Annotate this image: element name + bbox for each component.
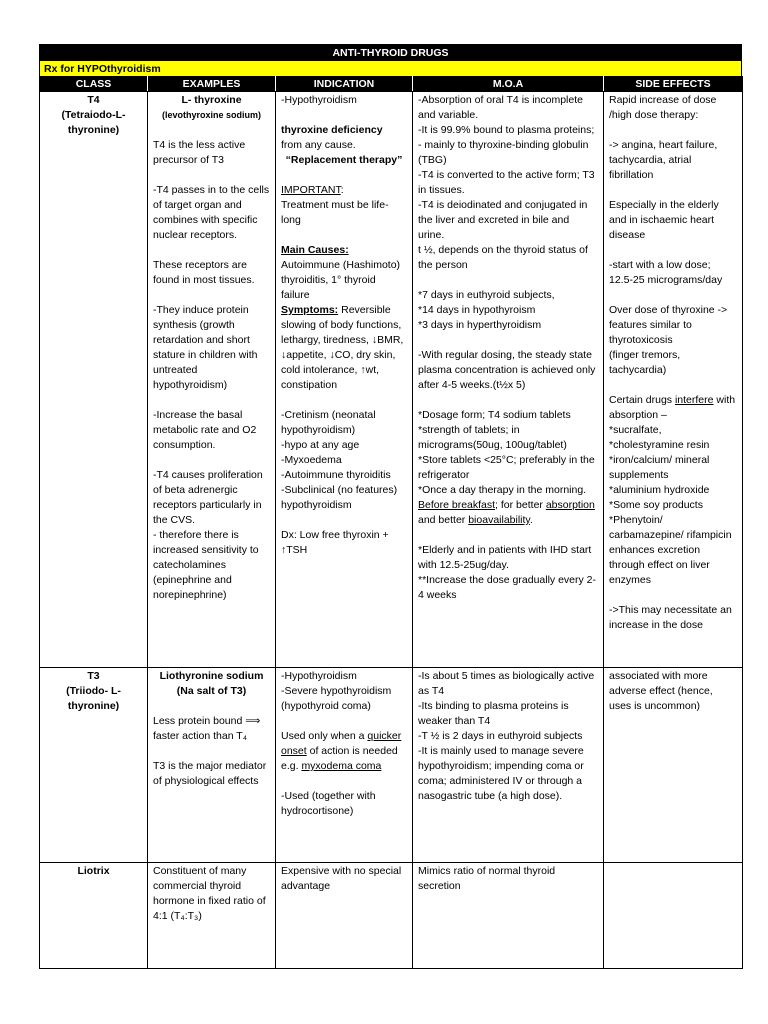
indication-bold: thyroxine deficiency xyxy=(281,124,383,136)
moa-text: t ½, depends on the thyroid status of the person xyxy=(418,244,588,271)
col-header-examples: EXAMPLES xyxy=(148,77,276,92)
table-row-t4 xyxy=(40,92,743,668)
main-causes-text: Autoimmune (Hashimoto) thyroiditis, 1° thyroid failure xyxy=(281,259,401,301)
example-note: T4 is the less active precursor of T3 xyxy=(153,139,246,166)
side-effect-text: (finger tremors, tachycardia) xyxy=(609,349,681,376)
side-effects-cell-liotrix xyxy=(604,863,743,969)
indication-underlined: quicker onset xyxy=(281,730,402,757)
drug-name: Liothyronine sodium (Na salt of T3) xyxy=(159,670,264,697)
indication-text: -Hypothyroidism xyxy=(281,94,357,106)
interacting-drug: *Some soy products xyxy=(609,499,703,511)
side-effect-text: with absorption – xyxy=(609,394,736,421)
moa-text: -T4 is deiodinated and conjugated in the liver and excreted in bile and urine. xyxy=(418,199,588,241)
moa-text: -Its binding to plasma proteins is weaker than T4 xyxy=(418,700,569,727)
moa-text: -It is mainly used to manage severe hypothyroidism; impending coma or coma; administered IV or through a nasogastric tube (a high dose). xyxy=(418,745,584,802)
moa-text: **Increase the dose gradually every 2- 4 weeks xyxy=(418,574,597,601)
main-causes-label: Main Causes: xyxy=(281,244,349,256)
moa-text: -T ½ is 2 days in euthyroid subjects xyxy=(418,730,583,742)
moa-text: *Store tablets <25°C; preferably in the refrigerator xyxy=(418,454,595,481)
side-effect-text: ->This may necessitate an increase in the dose xyxy=(609,604,732,631)
interacting-drug: *Phenytoin/ carbamazepine/ rifampicin enhances excretion through effect on liver enzymes xyxy=(609,514,732,586)
class-name: T4 xyxy=(87,94,100,106)
class-cell-t3 xyxy=(40,668,148,863)
document-title: ANTI-THYROID DRUGS xyxy=(39,44,742,60)
symptoms-text: Reversible slowing of body functions, lethargy, tiredness, ↓BMR, ↓appetite, ↓CO, dry skin, cold intolerance, ↑wt, constipation xyxy=(281,304,404,391)
moa-text: *Once a day therapy in the morning. xyxy=(418,484,587,496)
class-cell-liotrix: Liotrix xyxy=(40,863,148,969)
drug-table xyxy=(39,76,743,969)
class-cell-t4 xyxy=(40,92,148,668)
indication-list-item: -Subclinical (no features) hypothyroidism xyxy=(281,484,398,511)
examples-cell-t4 xyxy=(148,92,276,668)
interacting-drug: *aluminium hydroxide xyxy=(609,484,710,496)
col-header-indication: INDICATION xyxy=(276,77,413,92)
moa-text: -It is 99.9% bound to plasma proteins; xyxy=(418,124,595,136)
moa-text: *Dosage form; T4 sodium tablets xyxy=(418,409,571,421)
indication-list-item: -Cretinism (neonatal hypothyroidism) xyxy=(281,409,376,436)
class-name: T3 xyxy=(87,670,100,682)
side-effect-text: Rapid increase of dose /high dose therapy: xyxy=(609,94,717,121)
col-header-side-effects: SIDE EFFECTS xyxy=(604,77,743,92)
moa-text: *14 days in hypothyroism xyxy=(418,304,536,316)
replacement-therapy-label: “Replacement therapy” xyxy=(285,154,403,166)
moa-underlined: bioavailability xyxy=(468,514,530,526)
indication-text: -Severe hypothyroidism (hypothyroid coma) xyxy=(281,685,392,712)
example-note: Less protein bound ⟹ faster action than T₄ xyxy=(153,715,261,742)
drug-generic-name: (levothyroxine sodium) xyxy=(161,110,261,120)
class-fullname-2: thyronine) xyxy=(67,700,120,712)
col-header-class: CLASS xyxy=(40,77,148,92)
example-note: - therefore there is increased sensitivity to catecholamines (epinephrine and norepinephrine) xyxy=(153,529,259,601)
indication-cell-t3 xyxy=(276,668,413,863)
moa-text: *Elderly and in patients with IHD start with 12.5-25ug/day. xyxy=(418,544,592,571)
drug-table-document xyxy=(39,44,742,969)
moa-text: -With regular dosing, the steady state plasma concentration is achieved only after 4-5 weeks.(t½x 5) xyxy=(418,349,596,391)
indication-list-item: -Autoimmune thyroiditis xyxy=(281,469,391,481)
table-row-liotrix xyxy=(40,863,743,969)
col-header-moa: M.O.A xyxy=(413,77,604,92)
side-effect-text: Especially in the elderly and in ischaemic heart disease xyxy=(609,199,719,241)
moa-text: -T4 is converted to the active form; T3 in tissues. xyxy=(418,169,595,196)
moa-text: *strength of tablets; in micrograms(50ug, 100ug/tablet) xyxy=(418,424,567,451)
examples-cell-liotrix: Constituent of many commercial thyroid hormone in fixed ratio of 4:1 (T₄:T₃) xyxy=(148,863,276,969)
side-effects-cell-t4 xyxy=(604,92,743,668)
example-note: T3 is the major mediator of physiological effects xyxy=(153,760,267,787)
moa-underlined: Before breakfast xyxy=(418,499,496,511)
moa-cell-t3 xyxy=(413,668,604,863)
moa-text: ; for better xyxy=(495,499,543,511)
moa-underlined: absorption xyxy=(545,499,595,511)
indication-underlined: myxodema coma xyxy=(301,760,382,772)
indication-list-item: -Myxoedema xyxy=(281,454,342,466)
examples-cell-t3 xyxy=(148,668,276,863)
diagnosis-text: Dx: Low free thyroxin + ↑TSH xyxy=(281,529,389,556)
moa-text: -Is about 5 times as biologically active as T4 xyxy=(418,670,595,697)
indication-text: -Used (together with hydrocortisone) xyxy=(281,790,376,817)
side-effect-text: Over dose of thyroxine -> features similar to thyrotoxicosis xyxy=(609,304,728,346)
example-note: -They induce protein synthesis (growth retardation and short stature in children with untreated hypothyroidism) xyxy=(153,304,258,391)
section-heading: Rx for HYPOthyroidism xyxy=(39,60,742,76)
example-note: These receptors are found in most tissues. xyxy=(153,259,255,286)
indication-cell-liotrix: Expensive with no special advantage xyxy=(276,863,413,969)
indication-text: Used only when a xyxy=(281,730,365,742)
moa-text: and better xyxy=(418,514,466,526)
moa-cell-t4: -Absorption of oral T4 is incomplete and variable. -It is 99.9% bound to plasma proteins; - mainly to thyroxine-binding globulin (TBG) -T4 is converted to the active form; T3 in tissues. -T4 is deiodinated and conjugated in the liver and excreted in bile and urine. t ½, depends on the thyroid status of the person *7 days in euthyroid subjects, *14 days in hypothyroism *3 days in hyperthyroidism -With regular dosing, the steady state plasma concentration is achieved only after 4-5 weeks.(t½x 5) *Dosage form; T4 sodium tablets *strength of tablets; in micrograms(50ug, 100ug/tablet) *Store tablets <25°C; preferably in the refrigerator *Once a day therapy in the morning. Before breakfast; for better absorption and better bioavailability. *Elderly and in patients with IHD start with 12.5-25ug/day. **Increase the dose gradually every 2- 4 weeks xyxy=(413,92,604,668)
moa-text: *3 days in hyperthyroidism xyxy=(418,319,542,331)
important-label: IMPORTANT xyxy=(281,184,341,196)
indication-text: of action is needed e.g. xyxy=(281,745,398,772)
class-fullname-2: thyronine) xyxy=(67,124,120,136)
important-text: Treatment must be life-long xyxy=(281,199,389,226)
table-row-t3 xyxy=(40,668,743,863)
moa-text: *7 days in euthyroid subjects, xyxy=(418,289,555,301)
example-note: -T4 causes proliferation of beta adrenergic receptors particularly in the CVS. xyxy=(153,469,263,526)
interacting-drug: *cholestyramine resin xyxy=(609,439,710,451)
class-fullname-1: (Tetraiodo-L- xyxy=(61,109,126,121)
indication-text: from any cause. xyxy=(281,139,356,151)
header-row xyxy=(40,77,743,92)
moa-text: -Absorption of oral T4 is incomplete and variable. xyxy=(418,94,583,121)
side-effect-text: associated with more adverse effect (hence, uses is uncommon) xyxy=(609,670,713,712)
indication-cell-t4: -Hypothyroidism thyroxine deficiency from any cause. “Replacement therapy” IMPORTANT: Treatment must be life-long Main Causes: Autoimmune (Hashimoto) thyroiditis, 1° thyroid failure Symptoms: Reversible slowing of body functions, lethargy, tiredness, ↓BMR, ↓appetite, ↓CO, dry skin, cold intolerance, ↑wt, constipation -Cretinism (neonatal hypothyroidism) -hypo at any age -Myxoedema -Autoimmune thyroiditis -Subclinical (no features) hypothyroidism Dx: Low free thyroxin + ↑TSH xyxy=(276,92,413,668)
side-effect-underlined: interfere xyxy=(674,394,714,406)
interacting-drug: *iron/calcium/ mineral supplements xyxy=(609,454,710,481)
moa-text: - mainly to thyroxine-binding globulin (TBG) xyxy=(418,139,589,166)
side-effect-text: Certain drugs xyxy=(609,394,673,406)
moa-cell-liotrix: Mimics ratio of normal thyroid secretion xyxy=(413,863,604,969)
indication-list-item: -hypo at any age xyxy=(281,439,360,451)
example-note: -Increase the basal metabolic rate and O2 consumption. xyxy=(153,409,257,451)
drug-name: L- thyroxine xyxy=(181,94,242,106)
side-effects-cell-t3 xyxy=(604,668,743,863)
indication-text: -Hypothyroidism xyxy=(281,670,357,682)
side-effect-text: -start with a low dose; 12.5-25 micrograms/day xyxy=(609,259,723,286)
side-effect-text: -> angina, heart failure, tachycardia, atrial fibrillation xyxy=(609,139,718,181)
symptoms-label: Symptoms: xyxy=(281,304,339,316)
interacting-drug: *sucralfate, xyxy=(609,424,662,436)
example-note: -T4 passes in to the cells of target organ and combines with specific nuclear receptors. xyxy=(153,184,270,241)
class-fullname-1: (Triiodo- L- xyxy=(66,685,121,697)
